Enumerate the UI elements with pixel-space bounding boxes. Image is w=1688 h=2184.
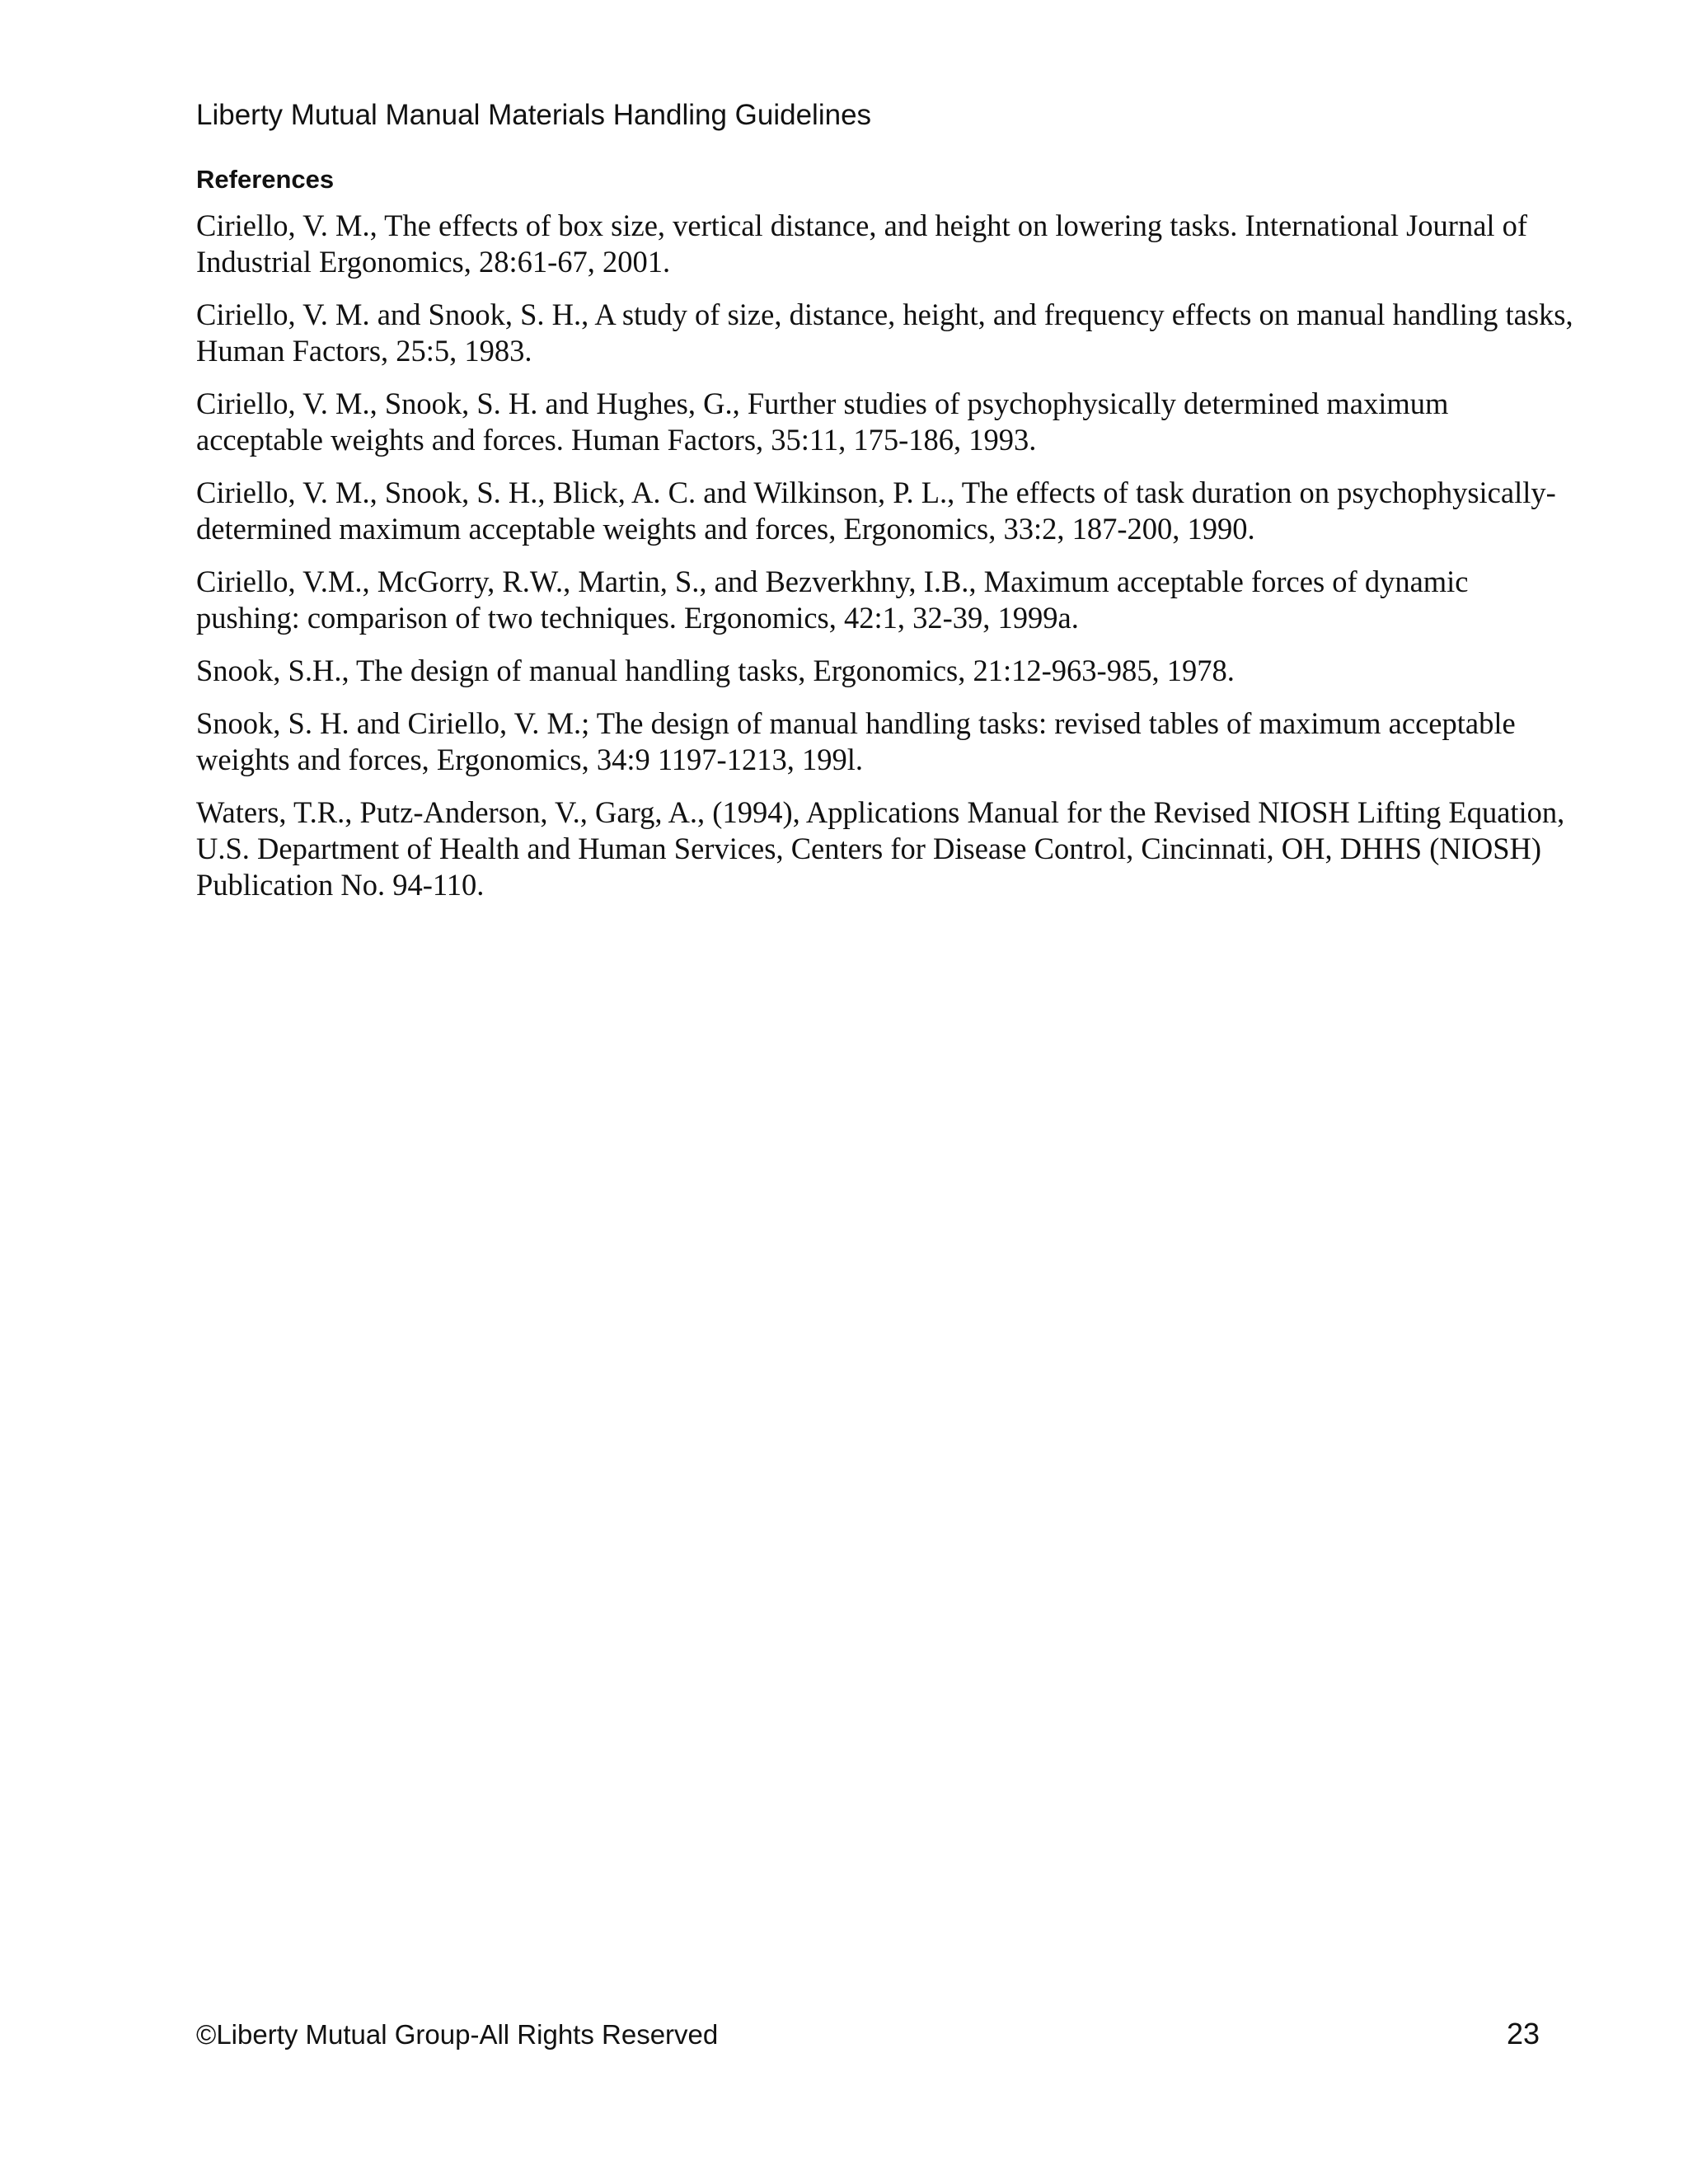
reference-item: Ciriello, V. M. and Snook, S. H., A study of size, distance, height, and frequency effects on manual handling tasks, Human Factors, 25:5, 1983.: [196, 298, 1573, 368]
footer-page-number: 23: [1506, 2017, 1540, 2050]
reference-item: Snook, S. H. and Ciriello, V. M.; The design of manual handling tasks: revised tables of maximum acceptable weights and forces, Ergonomics, 34:9 1197-1213, 199l.: [196, 706, 1516, 776]
reference-item: Ciriello, V. M., The effects of box size, vertical distance, and height on lowering tasks. International Journal of Industrial Ergonomics, 28:61-67, 2001.: [196, 209, 1528, 279]
reference-list: [196, 208, 1574, 920]
reference-item: Snook, S.H., The design of manual handling tasks, Ergonomics, 21:12-963-985, 1978.: [196, 654, 1235, 687]
reference-item: Ciriello, V. M., Snook, S. H. and Hughes, G., Further studies of psychophysically determined maximum acceptable weights and forces. Human Factors, 35:11, 175-186, 1993.: [196, 387, 1449, 457]
footer-copyright: ©Liberty Mutual Group-All Rights Reserved: [196, 2019, 719, 2050]
reference-item: Ciriello, V.M., McGorry, R.W., Martin, S., and Bezverkhny, I.B., Maximum acceptable forces of dynamic pushing: comparison of two techniques. Ergonomics, 42:1, 32-39, 1999a.: [196, 565, 1469, 635]
page-footer: [196, 2016, 1540, 2053]
section-title-references: References: [196, 165, 335, 194]
page-header-title: Liberty Mutual Manual Materials Handling Guidelines: [196, 99, 872, 131]
reference-item: Ciriello, V. M., Snook, S. H., Blick, A. C. and Wilkinson, P. L., The effects of task duration on psychophysically-determined maximum acceptable weights and forces, Ergonomics, 33:2, 187-200, 1990.: [196, 476, 1556, 546]
reference-item: Waters, T.R., Putz-Anderson, V., Garg, A., (1994), Applications Manual for the Revised NIOSH Lifting Equation, U.S. Department of Health and Human Services, Centers for Disease Control, Cincinnati, OH, DHHS (NIOSH) Publication No. 94-110.: [196, 795, 1565, 902]
